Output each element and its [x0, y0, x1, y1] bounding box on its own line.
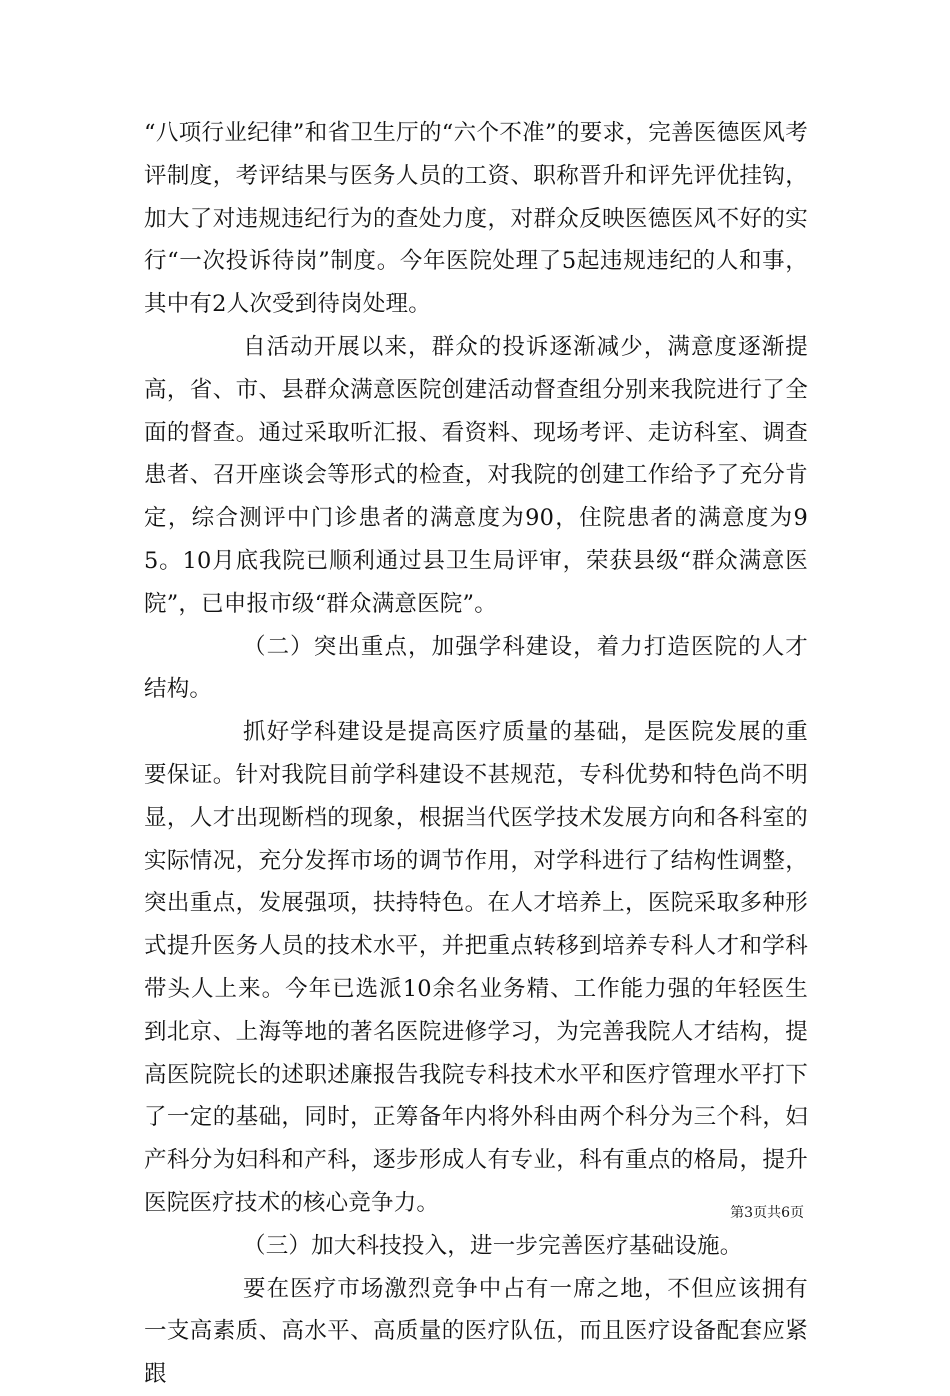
body-paragraph-3: 抓好学科建设是提高医疗质量的基础，是医院发展的重要保证。针对我院目前学科建设不甚规范，专科优势和特色尚不明显，人才出现断档的现象，根据当代医学技术发展方向和各科室的实际情况，充分发挥市场的调节作用，对学科进行了结构性调整，突出重点，发展强项，扶持特色。在人才培养上，医院采取多种形式提升医务人员的技术水平，并把重点转移到培养专科人才和学科带头人上来。今年已选派10余名业务精、工作能力强的年轻医生到北京、上海等地的著名医院进修学习，为完善我院人才结构，提高医院院长的述职述廉报告我院专科技术水平和医疗管理水平打下了一定的基础，同时，正筹备年内将外科由两个科分为三个科，妇产科分为妇科和产科，逐步形成人有专业，科有重点的格局，提升医院医疗技术的核心竞争力。: [144, 719, 808, 1216]
section-heading-3: （三）加大科技投入，进一步完善医疗基础设施。: [243, 1232, 743, 1259]
document-body: [144, 112, 808, 1396]
body-paragraph-1: “八项行业纪律”和省卫生厅的“六个不准”的要求，完善医德医风考评制度，考评结果与医务人员的工资、职称晋升和评先评优挂钩，加大了对违规违纪行为的查处力度，对群众反映医德医风不好的实行“一次投诉待岗”制度。今年医院处理了5起违规违纪的人和事，其中有2人次受到待岗处理。: [144, 120, 808, 318]
body-paragraph-4: 要在医疗市场激烈竞争中占有一席之地，不但应该拥有一支高素质、高水平、高质量的医疗队伍，而且医疗设备配套应紧跟: [144, 1275, 808, 1388]
page-number-footer: 第3页共6页: [730, 1205, 804, 1221]
section-heading-2: （二）突出重点，加强学科建设，着力打造医院的人才结构。: [144, 633, 808, 703]
body-paragraph-2: 自活动开展以来，群众的投诉逐渐减少，满意度逐渐提高，省、市、县群众满意医院创建活动督查组分别来我院进行了全面的督查。通过采取听汇报、看资料、现场考评、走访科室、调查患者、召开座谈会等形式的检查，对我院的创建工作给予了充分肯定，综合测评中门诊患者的满意度为90，住院患者的满意度为95。10月底我院已顺利通过县卫生局评审，荣获县级“群众满意医院”，已申报市级“群众满意医院”。: [144, 333, 808, 617]
